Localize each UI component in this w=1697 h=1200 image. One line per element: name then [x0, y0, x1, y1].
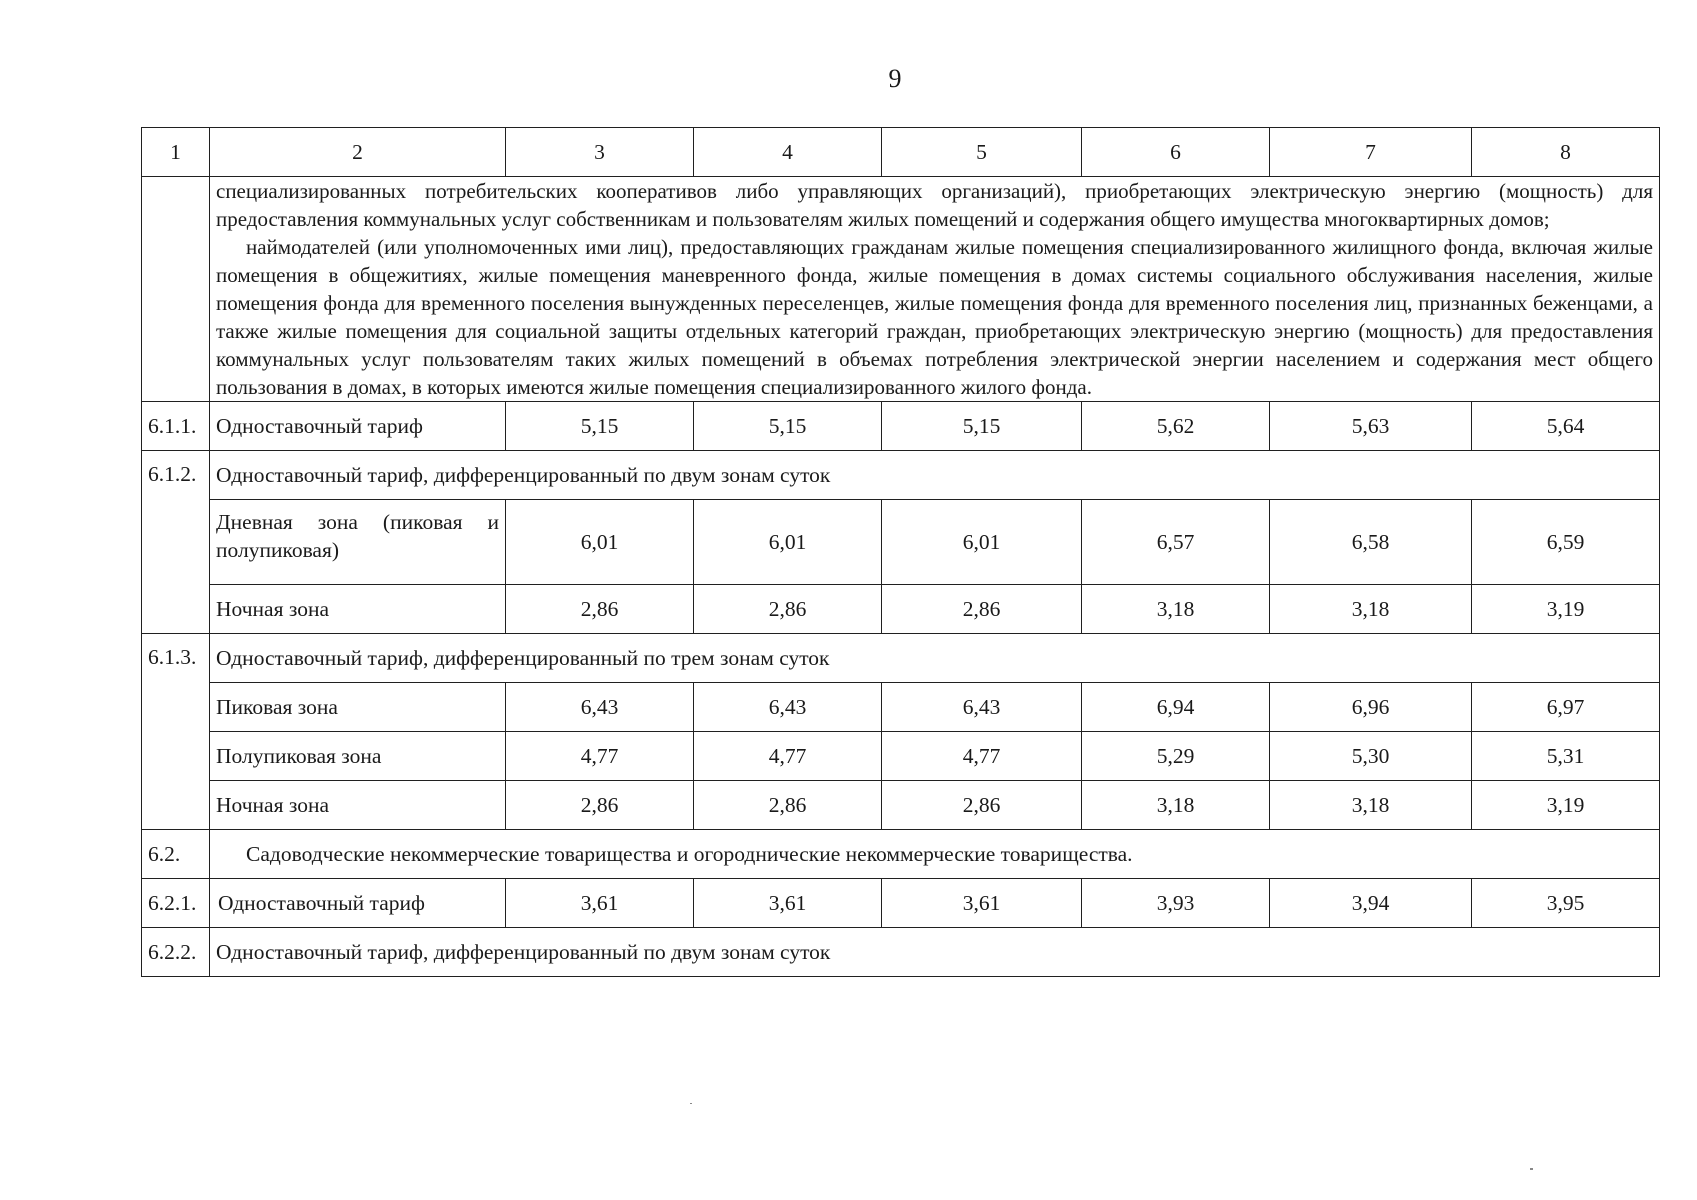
- value-cell: 5,64: [1472, 402, 1660, 451]
- header-cell: 8: [1472, 128, 1660, 177]
- value-cell: 5,62: [1082, 402, 1270, 451]
- value-cell: 6,94: [1082, 683, 1270, 732]
- value-cell: 6,43: [882, 683, 1082, 732]
- value-cell: 6,43: [694, 683, 882, 732]
- value-cell: 3,61: [506, 879, 694, 928]
- intro-text: [210, 177, 1660, 402]
- table-row: [142, 781, 1660, 830]
- row-code: 6.2.2.: [142, 928, 210, 977]
- value-cell: 3,61: [882, 879, 1082, 928]
- header-row: [142, 128, 1660, 177]
- value-cell: 3,19: [1472, 781, 1660, 830]
- value-cell: 3,94: [1270, 879, 1472, 928]
- row-title: Садоводческие некоммерческие товарищества и огороднические некоммерческие товарищества.: [210, 830, 1660, 879]
- row-code: 6.1.2.: [142, 451, 210, 634]
- table-row: [142, 830, 1660, 879]
- row-name: Ночная зона: [210, 781, 506, 830]
- value-cell: 2,86: [694, 781, 882, 830]
- value-cell: 6,43: [506, 683, 694, 732]
- value-cell: 5,15: [694, 402, 882, 451]
- value-cell: 5,31: [1472, 732, 1660, 781]
- value-cell: 3,18: [1270, 781, 1472, 830]
- value-cell: 6,01: [694, 500, 882, 585]
- header-cell: 6: [1082, 128, 1270, 177]
- row-code: 6.1.3.: [142, 634, 210, 830]
- header-cell: 7: [1270, 128, 1472, 177]
- value-cell: 3,61: [694, 879, 882, 928]
- header-cell: 5: [882, 128, 1082, 177]
- table-row: [142, 683, 1660, 732]
- value-cell: 6,01: [882, 500, 1082, 585]
- value-cell: 5,29: [1082, 732, 1270, 781]
- table-row: [142, 928, 1660, 977]
- value-cell: 6,58: [1270, 500, 1472, 585]
- row-title: Одноставочный тариф, дифференцированный по двум зонам суток: [210, 451, 1660, 500]
- value-cell: 5,15: [506, 402, 694, 451]
- value-cell: 2,86: [694, 585, 882, 634]
- row-title: Одноставочный тариф, дифференцированный по двум зонам суток: [210, 928, 1660, 977]
- value-cell: 3,95: [1472, 879, 1660, 928]
- value-cell: 6,59: [1472, 500, 1660, 585]
- value-cell: 5,15: [882, 402, 1082, 451]
- tariff-table: [141, 127, 1660, 977]
- value-cell: 2,86: [882, 585, 1082, 634]
- header-cell: 2: [210, 128, 506, 177]
- value-cell: 5,63: [1270, 402, 1472, 451]
- value-cell: 5,30: [1270, 732, 1472, 781]
- value-cell: 3,19: [1472, 585, 1660, 634]
- header-cell: 3: [506, 128, 694, 177]
- value-cell: 6,57: [1082, 500, 1270, 585]
- scan-speck: [690, 1103, 692, 1104]
- header-cell: 1: [142, 128, 210, 177]
- table-row: [142, 402, 1660, 451]
- row-name: Полупиковая зона: [210, 732, 506, 781]
- scan-speck: [1530, 1168, 1533, 1170]
- intro-row: [142, 177, 1660, 402]
- value-cell: 2,86: [506, 781, 694, 830]
- value-cell: 4,77: [506, 732, 694, 781]
- table-row: [142, 879, 1660, 928]
- header-cell: 4: [694, 128, 882, 177]
- table-row: [142, 500, 1660, 585]
- table-row: [142, 451, 1660, 500]
- intro-code-cell: [142, 177, 210, 402]
- intro-paragraph: наймодателей (или уполномоченных ими лиц), предоставляющих гражданам жилые помещения специализированного жилищного фонда, включая жилые помещения в общежитиях, жилые помещения маневренного фонда, жилые помещения в домах системы социального обслуживания населения, жилые помещения фонда для временного поселения вынужденных переселенцев, жилые помещения фонда для временного поселения лиц, признанных беженцами, а также жилые помещения для социальной защиты отдельных категорий граждан, приобретающих электрическую энергию (мощность) для предоставления коммунальных услуг пользователям таких жилых помещений в объемах потребления электрической энергии населением и содержания мест общего пользования в домах, в которых имеются жилые помещения специализированного жилого фонда.: [216, 235, 1653, 399]
- table-row: [142, 585, 1660, 634]
- value-cell: 2,86: [506, 585, 694, 634]
- table-row: [142, 634, 1660, 683]
- row-name: Ночная зона: [210, 585, 506, 634]
- intro-paragraph: специализированных потребительских кооперативов либо управляющих организаций), приобретающих электрическую энергию (мощность) для предоставления коммунальных услуг собственникам и пользователям жилых помещений и содержания общего имущества многоквартирных домов;: [216, 179, 1653, 231]
- row-name: Одноставочный тариф: [210, 879, 506, 928]
- value-cell: 6,01: [506, 500, 694, 585]
- row-title: Одноставочный тариф, дифференцированный по трем зонам суток: [210, 634, 1660, 683]
- row-name: Одноставочный тариф: [210, 402, 506, 451]
- value-cell: 6,97: [1472, 683, 1660, 732]
- value-cell: 3,93: [1082, 879, 1270, 928]
- row-code: 6.2.1.: [142, 879, 210, 928]
- value-cell: 6,96: [1270, 683, 1472, 732]
- page-number: 9: [888, 64, 902, 93]
- row-name: Пиковая зона: [210, 683, 506, 732]
- value-cell: 3,18: [1270, 585, 1472, 634]
- value-cell: 3,18: [1082, 585, 1270, 634]
- table-row: [142, 732, 1660, 781]
- row-code: 6.1.1.: [142, 402, 210, 451]
- value-cell: 4,77: [694, 732, 882, 781]
- value-cell: 2,86: [882, 781, 1082, 830]
- row-name: Дневная зона (пиковая и полупиковая): [210, 500, 506, 585]
- value-cell: 3,18: [1082, 781, 1270, 830]
- value-cell: 4,77: [882, 732, 1082, 781]
- row-code: 6.2.: [142, 830, 210, 879]
